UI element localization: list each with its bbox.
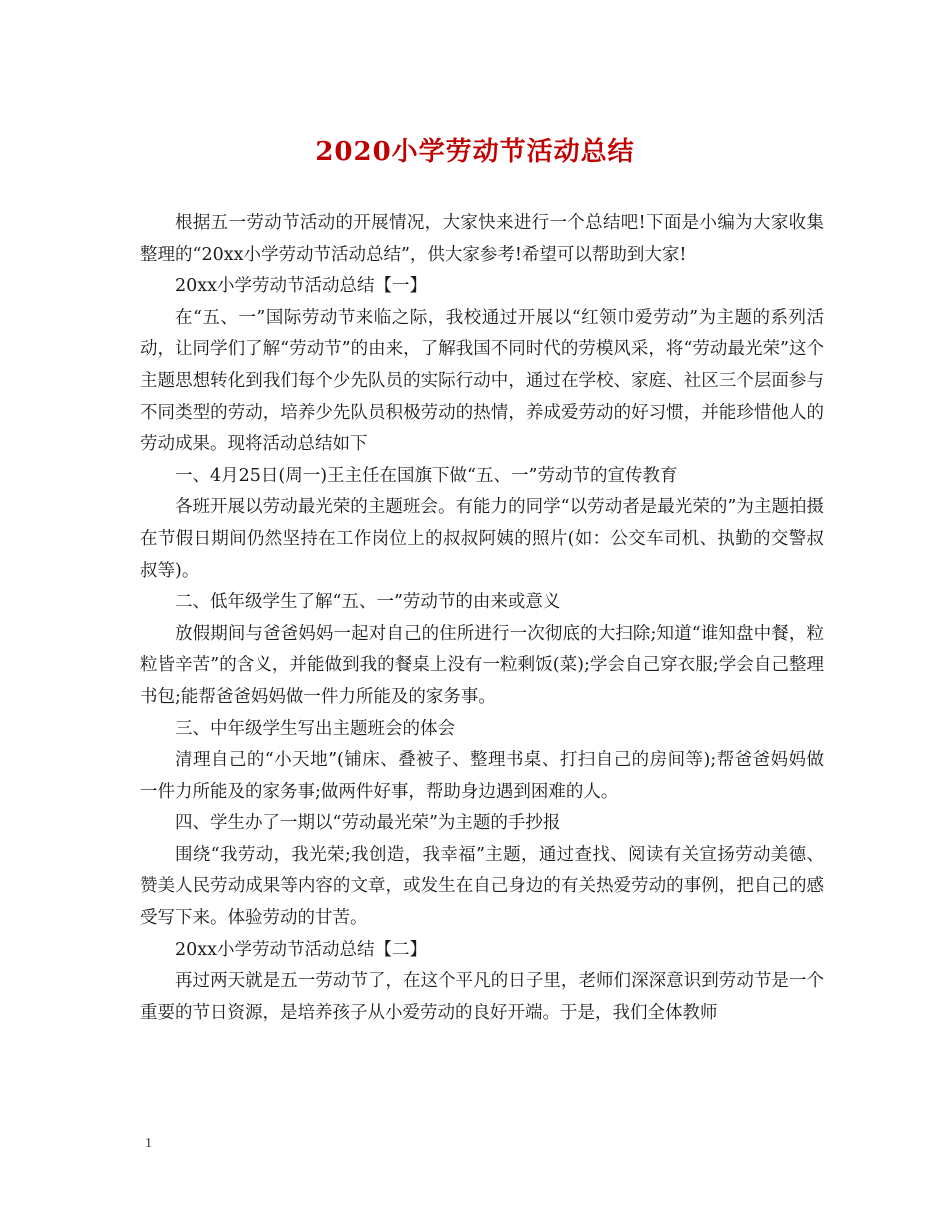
paragraph-intro: 根据五一劳动节活动的开展情况，大家快来进行一个总结吧!下面是小编为大家收集整理的“20xx小学劳动节活动总结”，供大家参考!希望可以帮助到大家! <box>140 213 824 265</box>
paragraph: 在“五、一”国际劳动节来临之际，我校通过开展以“红领巾爱劳动”为主题的系列活动，让同学们了解“劳动节”的由来，了解我国不同时代的劳模风采，将“劳动最光荣”这个主题思想转化到我们每个少先队员的实际行动中，通过在学校、家庭、社区三个层面参与不同类型的劳动，培养少先队员积极劳动的热情，养成爱劳动的好习惯，并能珍惜他人的劳动成果。现将活动总结如下 <box>140 307 824 455</box>
paragraph: 清理自己的“小天地”(铺床、叠被子、整理书桌、打扫自己的房间等);帮爸爸妈妈做一件力所能及的家务事;做两件好事，帮助身边遇到困难的人。 <box>140 750 824 802</box>
subheading: 四、学生办了一期以“劳动最光荣”为主题的手抄报 <box>175 813 561 834</box>
subheading: 三、中年级学生写出主题班会的体会 <box>175 718 455 739</box>
paragraph: 再过两天就是五一劳动节了，在这个平凡的日子里，老师们深深意识到劳动节是一个重要的节日资源，是培养孩子从小爱劳动的良好开端。于是，我们全体教师 <box>140 971 824 1023</box>
subheading: 二、低年级学生了解“五、一”劳动节的由来或意义 <box>175 592 561 613</box>
document-body <box>140 208 824 1029</box>
subheading: 一、4月25日(周一)王主任在国旗下做“五、一”劳动节的宣传教育 <box>175 465 678 486</box>
paragraph: 围绕“我劳动，我光荣;我创造，我幸福”主题，通过查找、阅读有关宣扬劳动美德、赞美人民劳动成果等内容的文章，或发生在自己身边的有关热爱劳动的事例，把自己的感受写下来。体验劳动的甘苦。 <box>140 844 824 929</box>
paragraph: 各班开展以劳动最光荣的主题班会。有能力的同学“以劳动者是最光荣的”为主题拍摄在节假日期间仍然坚持在工作岗位上的叔叔阿姨的照片(如：公交车司机、执勤的交警叔叔等)。 <box>140 497 824 581</box>
document-title: 2020小学劳动节活动总结 <box>315 137 635 167</box>
section-heading-two: 20xx小学劳动节活动总结【二】 <box>175 939 428 960</box>
paragraph: 放假期间与爸爸妈妈一起对自己的住所进行一次彻底的大扫除;知道“谁知盘中餐，粒粒皆辛苦”的含义，并能做到我的餐桌上没有一粒剩饭(菜);学会自己穿衣服;学会自己整理书包;能帮爸爸妈妈做一件力所能及的家务事。 <box>140 623 824 707</box>
page-number: 1 <box>145 1136 152 1151</box>
section-heading-one: 20xx小学劳动节活动总结【一】 <box>175 276 428 297</box>
